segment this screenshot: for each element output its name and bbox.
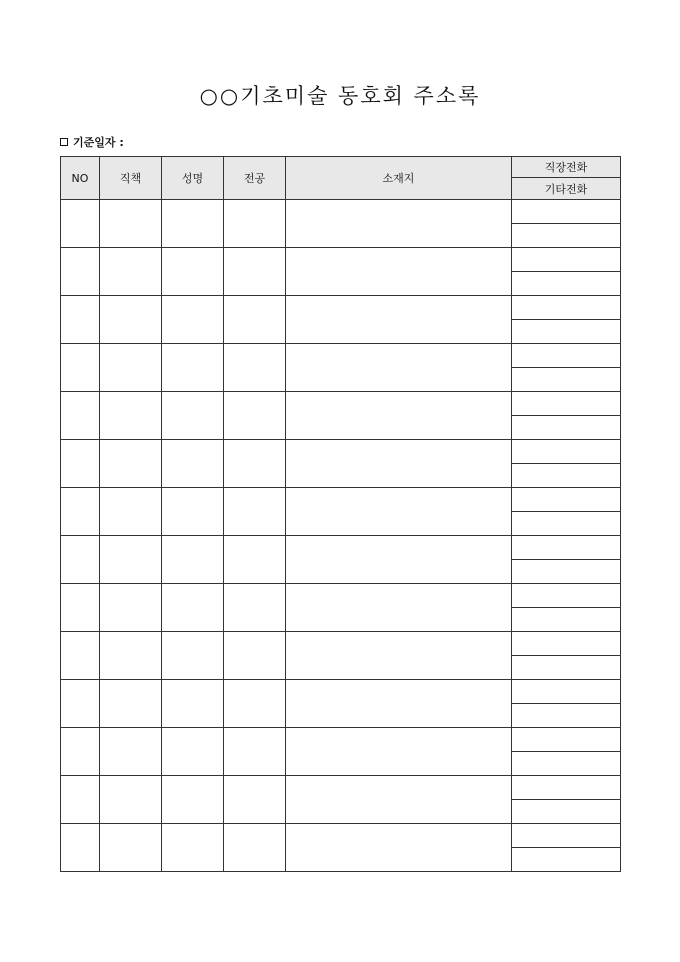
table-row <box>61 248 621 272</box>
table-row <box>61 440 621 464</box>
cell-address[interactable] <box>286 776 512 824</box>
cell-name[interactable] <box>162 488 224 536</box>
cell-name[interactable] <box>162 296 224 344</box>
cell-no[interactable] <box>61 440 100 488</box>
cell-position[interactable] <box>100 728 162 776</box>
cell-work-phone[interactable] <box>512 584 621 608</box>
cell-work-phone[interactable] <box>512 488 621 512</box>
cell-major[interactable] <box>224 680 286 728</box>
cell-address[interactable] <box>286 728 512 776</box>
header-major: 전공 <box>224 157 286 200</box>
cell-no[interactable] <box>61 488 100 536</box>
cell-major[interactable] <box>224 392 286 440</box>
cell-name[interactable] <box>162 824 224 872</box>
table-row <box>61 200 621 224</box>
table-body <box>61 200 621 872</box>
cell-name[interactable] <box>162 248 224 296</box>
cell-position[interactable] <box>100 776 162 824</box>
table-row <box>61 680 621 704</box>
cell-other-phone[interactable] <box>512 416 621 440</box>
cell-position[interactable] <box>100 584 162 632</box>
cell-name[interactable] <box>162 584 224 632</box>
table-row <box>61 776 621 800</box>
cell-work-phone[interactable] <box>512 344 621 368</box>
cell-name[interactable] <box>162 200 224 248</box>
cell-no[interactable] <box>61 344 100 392</box>
header-no: NO <box>61 157 100 200</box>
cell-address[interactable] <box>286 536 512 584</box>
cell-position[interactable] <box>100 344 162 392</box>
table-row <box>61 344 621 368</box>
cell-major[interactable] <box>224 200 286 248</box>
cell-other-phone[interactable] <box>512 224 621 248</box>
cell-other-phone[interactable] <box>512 368 621 392</box>
cell-no[interactable] <box>61 632 100 680</box>
cell-major[interactable] <box>224 584 286 632</box>
table-row <box>61 728 621 752</box>
table-row <box>61 632 621 656</box>
cell-no[interactable] <box>61 824 100 872</box>
cell-position[interactable] <box>100 632 162 680</box>
cell-major[interactable] <box>224 824 286 872</box>
basis-date-label: 기준일자 : <box>73 136 124 149</box>
cell-position[interactable] <box>100 488 162 536</box>
cell-other-phone[interactable] <box>512 800 621 824</box>
cell-work-phone[interactable] <box>512 536 621 560</box>
cell-other-phone[interactable] <box>512 752 621 776</box>
cell-other-phone[interactable] <box>512 656 621 680</box>
cell-work-phone[interactable] <box>512 248 621 272</box>
cell-no[interactable] <box>61 536 100 584</box>
basis-date-line <box>60 134 124 150</box>
header-position: 직책 <box>100 157 162 200</box>
cell-address[interactable] <box>286 824 512 872</box>
cell-name[interactable] <box>162 776 224 824</box>
cell-address[interactable] <box>286 344 512 392</box>
cell-major[interactable] <box>224 488 286 536</box>
cell-address[interactable] <box>286 200 512 248</box>
table-row <box>61 536 621 560</box>
cell-no[interactable] <box>61 296 100 344</box>
cell-work-phone[interactable] <box>512 728 621 752</box>
cell-other-phone[interactable] <box>512 464 621 488</box>
cell-no[interactable] <box>61 776 100 824</box>
cell-address[interactable] <box>286 440 512 488</box>
cell-other-phone[interactable] <box>512 512 621 536</box>
cell-address[interactable] <box>286 680 512 728</box>
cell-major[interactable] <box>224 344 286 392</box>
cell-name[interactable] <box>162 632 224 680</box>
cell-other-phone[interactable] <box>512 848 621 872</box>
checkbox-icon <box>60 138 68 146</box>
cell-address[interactable] <box>286 488 512 536</box>
cell-name[interactable] <box>162 680 224 728</box>
table-row <box>61 488 621 512</box>
cell-major[interactable] <box>224 728 286 776</box>
cell-other-phone[interactable] <box>512 704 621 728</box>
cell-other-phone[interactable] <box>512 560 621 584</box>
cell-position[interactable] <box>100 392 162 440</box>
cell-address[interactable] <box>286 248 512 296</box>
cell-work-phone[interactable] <box>512 392 621 416</box>
cell-major[interactable] <box>224 632 286 680</box>
cell-work-phone[interactable] <box>512 680 621 704</box>
cell-name[interactable] <box>162 440 224 488</box>
header-work-phone: 직장전화 <box>512 157 621 178</box>
table-row <box>61 584 621 608</box>
cell-major[interactable] <box>224 536 286 584</box>
cell-work-phone[interactable] <box>512 200 621 224</box>
address-table <box>60 156 621 872</box>
cell-no[interactable] <box>61 584 100 632</box>
cell-work-phone[interactable] <box>512 440 621 464</box>
cell-name[interactable] <box>162 392 224 440</box>
cell-other-phone[interactable] <box>512 608 621 632</box>
cell-position[interactable] <box>100 200 162 248</box>
table-row <box>61 824 621 848</box>
cell-no[interactable] <box>61 200 100 248</box>
cell-position[interactable] <box>100 680 162 728</box>
header-other-phone: 기타전화 <box>512 178 621 200</box>
cell-work-phone[interactable] <box>512 296 621 320</box>
cell-address[interactable] <box>286 296 512 344</box>
cell-address[interactable] <box>286 392 512 440</box>
cell-position[interactable] <box>100 248 162 296</box>
header-name: 성명 <box>162 157 224 200</box>
table-row <box>61 392 621 416</box>
cell-position[interactable] <box>100 824 162 872</box>
header-address: 소재지 <box>286 157 512 200</box>
cell-major[interactable] <box>224 776 286 824</box>
table-row <box>61 296 621 320</box>
cell-no[interactable] <box>61 392 100 440</box>
cell-other-phone[interactable] <box>512 272 621 296</box>
cell-work-phone[interactable] <box>512 824 621 848</box>
cell-address[interactable] <box>286 584 512 632</box>
cell-name[interactable] <box>162 536 224 584</box>
page-title: ○○기초미술 동호회 주소록 <box>199 84 481 108</box>
cell-major[interactable] <box>224 296 286 344</box>
cell-work-phone[interactable] <box>512 776 621 800</box>
cell-position[interactable] <box>100 536 162 584</box>
cell-no[interactable] <box>61 680 100 728</box>
cell-address[interactable] <box>286 632 512 680</box>
cell-name[interactable] <box>162 344 224 392</box>
cell-major[interactable] <box>224 248 286 296</box>
cell-position[interactable] <box>100 440 162 488</box>
cell-other-phone[interactable] <box>512 320 621 344</box>
cell-position[interactable] <box>100 296 162 344</box>
cell-name[interactable] <box>162 728 224 776</box>
cell-work-phone[interactable] <box>512 632 621 656</box>
cell-no[interactable] <box>61 248 100 296</box>
cell-no[interactable] <box>61 728 100 776</box>
cell-major[interactable] <box>224 440 286 488</box>
